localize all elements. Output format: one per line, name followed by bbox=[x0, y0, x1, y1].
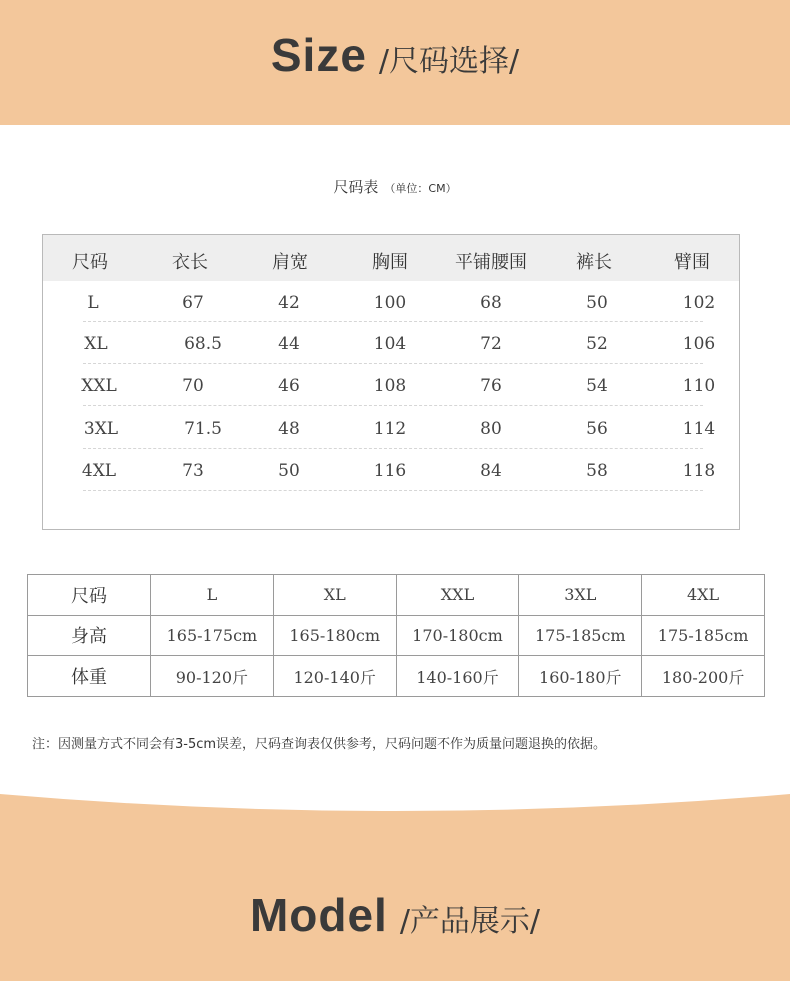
size-cell: 44 bbox=[278, 334, 300, 354]
hw-height-cell: 175-185cm bbox=[642, 615, 765, 656]
size-cell: 42 bbox=[278, 293, 300, 313]
size-cell: 70 bbox=[182, 376, 204, 396]
height-weight-table bbox=[27, 574, 765, 697]
size-cell: 52 bbox=[586, 334, 608, 354]
size-cell: XL bbox=[84, 334, 108, 354]
size-table-row bbox=[43, 461, 739, 501]
hw-size-cell: XL bbox=[273, 575, 396, 616]
size-header-cell: 肩宽 bbox=[272, 252, 308, 273]
hw-height-cell: 165-175cm bbox=[151, 615, 274, 656]
hw-height-cell: 170-180cm bbox=[396, 615, 519, 656]
hw-weight-cell: 120-140斤 bbox=[273, 656, 396, 697]
size-cell: 46 bbox=[278, 376, 300, 396]
hw-size-cell: 3XL bbox=[519, 575, 642, 616]
hw-height-cell: 165-180cm bbox=[273, 615, 396, 656]
table-row bbox=[28, 575, 765, 616]
row-divider bbox=[83, 490, 703, 491]
size-cell: XXL bbox=[81, 376, 117, 396]
size-header-cell: 胸围 bbox=[372, 252, 408, 273]
hw-weight-cell: 90-120斤 bbox=[151, 656, 274, 697]
hw-weight-cell: 160-180斤 bbox=[519, 656, 642, 697]
size-cell: 58 bbox=[586, 461, 608, 481]
bottom-curved-banner bbox=[0, 770, 790, 981]
size-cell: 73 bbox=[182, 461, 204, 481]
size-title-en: Size bbox=[270, 29, 367, 81]
size-table bbox=[42, 234, 740, 530]
size-header-cell: 平铺腰围 bbox=[455, 252, 527, 273]
hw-header-label: 尺码 bbox=[28, 575, 151, 616]
size-table-row bbox=[43, 334, 739, 374]
table-row bbox=[28, 656, 765, 697]
size-cell: 68.5 bbox=[184, 334, 222, 354]
size-cell: 50 bbox=[586, 293, 608, 313]
size-cell: 80 bbox=[480, 419, 502, 439]
size-cell: 4XL bbox=[81, 461, 117, 481]
size-cell: 114 bbox=[682, 419, 716, 439]
model-section-title bbox=[0, 888, 790, 942]
size-cell: 67 bbox=[182, 293, 204, 313]
size-cell: 50 bbox=[278, 461, 300, 481]
size-cell: 102 bbox=[682, 293, 716, 313]
size-cell: L bbox=[87, 293, 99, 313]
size-cell: 104 bbox=[373, 334, 407, 354]
hw-size-cell: XXL bbox=[396, 575, 519, 616]
size-cell: 56 bbox=[586, 419, 608, 439]
table-row bbox=[28, 615, 765, 656]
size-cell: 3XL bbox=[83, 419, 119, 439]
hw-height-label: 身高 bbox=[28, 615, 151, 656]
size-header-cell: 臂围 bbox=[674, 252, 710, 273]
row-divider bbox=[83, 405, 703, 406]
row-divider bbox=[83, 448, 703, 449]
size-table-header bbox=[43, 235, 739, 281]
size-cell: 118 bbox=[682, 461, 716, 481]
size-table-caption bbox=[0, 176, 790, 197]
hw-size-cell: L bbox=[151, 575, 274, 616]
model-title-en: Model bbox=[249, 889, 388, 941]
hw-weight-cell: 140-160斤 bbox=[396, 656, 519, 697]
size-cell: 71.5 bbox=[184, 419, 222, 439]
size-cell: 76 bbox=[480, 376, 502, 396]
hw-height-cell: 175-185cm bbox=[519, 615, 642, 656]
size-cell: 108 bbox=[373, 376, 407, 396]
size-cell: 68 bbox=[480, 293, 502, 313]
size-section-title bbox=[0, 28, 790, 82]
measurement-note: 注：因测量方式不同会有3-5cm误差，尺码查询表仅供参考，尺码问题不作为质量问题退换的依据。 bbox=[32, 737, 607, 752]
size-cell: 84 bbox=[480, 461, 502, 481]
size-cell: 72 bbox=[480, 334, 502, 354]
hw-size-cell: 4XL bbox=[642, 575, 765, 616]
size-cell: 54 bbox=[586, 376, 608, 396]
model-title-cn: /产品展示/ bbox=[399, 904, 541, 939]
size-header-cell: 裤长 bbox=[576, 252, 612, 273]
row-divider bbox=[83, 363, 703, 364]
size-table-row bbox=[43, 293, 739, 333]
size-cell: 112 bbox=[373, 419, 407, 439]
size-table-row bbox=[43, 376, 739, 416]
hw-weight-label: 体重 bbox=[28, 656, 151, 697]
hw-weight-cell: 180-200斤 bbox=[642, 656, 765, 697]
size-cell: 106 bbox=[682, 334, 716, 354]
size-header-cell: 尺码 bbox=[72, 252, 108, 273]
size-table-caption-text: 尺码表 bbox=[333, 178, 379, 196]
size-cell: 100 bbox=[373, 293, 407, 313]
size-title-cn: /尺码选择/ bbox=[378, 44, 520, 79]
size-table-unit: （单位：CM） bbox=[384, 182, 457, 195]
size-cell: 110 bbox=[682, 376, 716, 396]
size-cell: 116 bbox=[373, 461, 407, 481]
row-divider bbox=[83, 321, 703, 322]
size-cell: 48 bbox=[278, 419, 300, 439]
size-table-row bbox=[43, 419, 739, 459]
size-header-cell: 衣长 bbox=[172, 252, 208, 273]
